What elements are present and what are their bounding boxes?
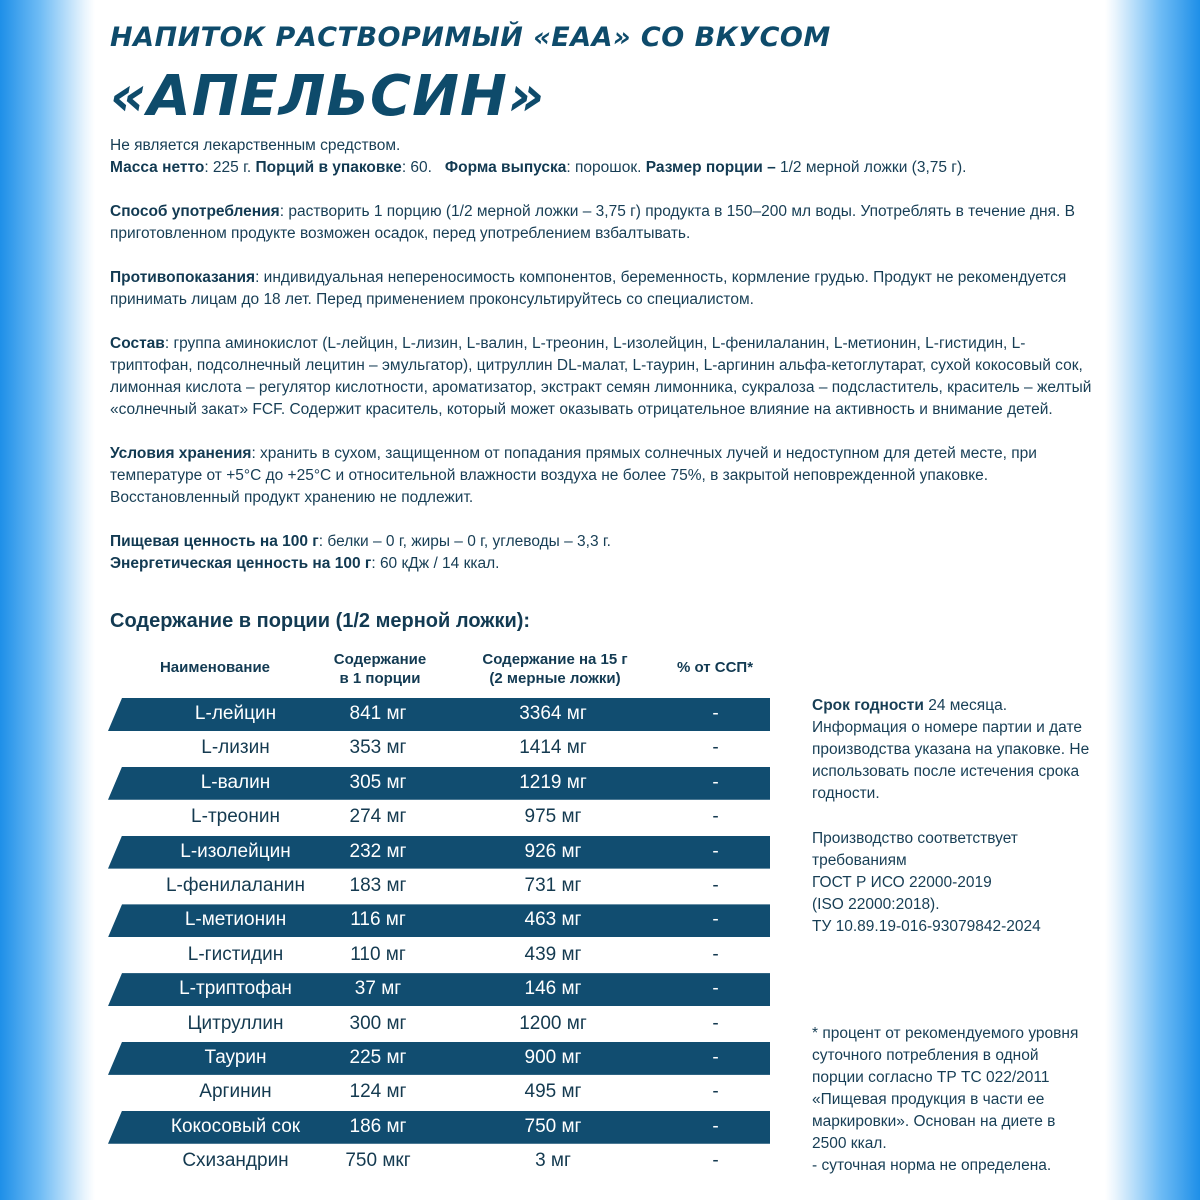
cell-name: Таурин <box>204 1046 267 1068</box>
table-heading: Содержание в порции (1/2 мерной ложки): <box>110 610 531 632</box>
usage-text: : растворить 1 порцию (1/2 мерной ложки – 3,75 г) продукта в 150–200 мл воды. Употреблять в течение дня. В приготовленном продукте возможен осадок, перед употреблением взбалтывать. <box>110 203 1075 242</box>
cell-ssp: - <box>712 771 719 793</box>
table-row <box>108 1007 770 1041</box>
cell-ssp: - <box>712 703 719 724</box>
cell-ssp: - <box>712 1012 719 1034</box>
usage-paragraph <box>110 201 1100 245</box>
cell-name: L-фенилаланин <box>165 874 306 896</box>
column-header-ssp: % от ССП* <box>676 659 754 676</box>
composition-paragraph <box>110 333 1100 421</box>
column-header-15g-line-1: Содержание на 15 г <box>482 651 628 668</box>
storage-text: : хранить в сухом, защищенном от попадания прямых солнечных лучей и недоступном для детей месте, при температуре от +5°C до +25°C и относительной влажности воздуха не более 75%, в закрытой неповрежденной упаковке. Восстановленный продукт хранению не подлежит. <box>110 445 1037 506</box>
not-medicine-note: Не является лекарственным средством. <box>110 137 401 154</box>
cell-15g: 900 мг <box>524 1046 582 1068</box>
column-header-15g <box>455 650 655 688</box>
certification-block <box>812 828 1092 938</box>
cell-15g: 463 мг <box>524 909 582 931</box>
certification-line-2: ГОСТ Р ИСО 22000-2019 <box>812 874 992 891</box>
cell-ssp: - <box>712 874 719 896</box>
cell-portion: 353 мг <box>349 737 407 759</box>
table-row <box>108 1041 770 1075</box>
nutrition-text: : белки – 0 г, жиры – 0 г, углеводы – 3,3 г. <box>318 533 611 550</box>
column-header-portion-line-1: Содержание <box>333 651 427 668</box>
table-row <box>108 766 770 800</box>
cell-ssp: - <box>712 1046 719 1068</box>
cell-15g: 1200 мг <box>519 1012 587 1034</box>
cell-portion: 750 мкг <box>345 1150 411 1172</box>
cell-portion: 183 мг <box>349 874 407 896</box>
cell-name: Кокосовый сок <box>170 1115 301 1137</box>
size-label: Размер порции – <box>645 159 776 176</box>
table-row <box>108 972 770 1006</box>
cell-name: L-изолейцин <box>180 840 291 862</box>
cell-name: L-треонин <box>191 806 280 828</box>
product-title-line-2: «АПЕЛЬСИН» <box>110 64 546 129</box>
cell-ssp: - <box>712 1081 719 1103</box>
shelf-life-label: Срок годности <box>812 697 924 714</box>
cell-portion: 110 мг <box>350 943 406 965</box>
cell-name: L-валин <box>200 771 271 793</box>
certification-line-1: Производство соответствует требованиям <box>812 830 1018 869</box>
nutrient-table <box>108 697 770 1178</box>
cell-name: Цитруллин <box>187 1012 284 1034</box>
footnote-ssp: * процент от рекомендуемого уровня суточного потребления в одной порции согласно ТР ТС 022/2011 «Пищевая продукция в части ее маркировки». Основан на диете в 2500 ккал. <box>812 1025 1079 1152</box>
cell-portion: 225 мг <box>349 1046 407 1068</box>
certification-line-4: ТУ 10.89.19-016-93079842-2024 <box>812 918 1041 935</box>
cell-ssp: - <box>712 806 719 828</box>
form-value: : порошок. <box>566 159 646 176</box>
cell-ssp: - <box>712 943 719 965</box>
cell-portion: 186 мг <box>349 1115 407 1137</box>
table-row <box>108 731 770 765</box>
cell-15g: 1219 мг <box>519 771 587 793</box>
cell-portion: 37 мг <box>354 978 402 1000</box>
cell-portion: 305 мг <box>349 771 407 793</box>
form-label: Форма выпуска <box>444 159 567 176</box>
cell-name: L-гистидин <box>187 943 284 965</box>
footnote-block <box>812 1023 1092 1177</box>
cell-portion: 116 мг <box>350 909 406 931</box>
size-value: 1/2 мерной ложки (3,75 г). <box>775 159 967 176</box>
table-row <box>108 1075 770 1109</box>
cell-name: L-лейцин <box>194 703 277 724</box>
cell-portion: 232 мг <box>349 840 407 862</box>
cell-15g: 439 мг <box>524 943 582 965</box>
storage-paragraph <box>110 443 1100 509</box>
cell-15g: 3 мг <box>535 1150 571 1172</box>
cell-name: Схизандрин <box>182 1150 289 1172</box>
cell-15g: 146 мг <box>524 978 582 1000</box>
cell-name: L-метионин <box>184 909 287 931</box>
cell-15g: 3364 мг <box>519 703 587 724</box>
table-row <box>108 1110 770 1144</box>
cell-15g: 926 мг <box>524 840 582 862</box>
column-header-portion-line-2: в 1 порции <box>339 670 421 687</box>
cell-portion: 274 мг <box>349 806 407 828</box>
usage-label: Способ употребления <box>110 203 280 220</box>
table-row <box>108 800 770 834</box>
package-facts <box>110 157 1100 179</box>
cell-ssp: - <box>712 737 719 759</box>
storage-label: Условия хранения <box>110 445 252 462</box>
cell-15g: 731 мг <box>524 874 582 896</box>
product-title-line-1: НАПИТОК РАСТВОРИМЫЙ «EAA» СО ВКУСОМ <box>110 22 831 53</box>
cell-15g: 495 мг <box>524 1081 582 1103</box>
energy-text: : 60 кДж / 14 ккал. <box>371 555 500 572</box>
cell-ssp: - <box>712 840 719 862</box>
table-row <box>108 1144 770 1178</box>
mass-label: Масса нетто <box>110 159 205 176</box>
table-row <box>108 869 770 903</box>
cell-ssp: - <box>712 909 719 931</box>
column-header-name: Наименование <box>159 659 271 676</box>
table-row <box>108 835 770 869</box>
nutrition-label: Пищевая ценность на 100 г <box>110 533 319 550</box>
table-row <box>108 697 770 731</box>
cell-portion: 124 мг <box>349 1081 407 1103</box>
cell-15g: 975 мг <box>524 806 582 828</box>
mass-value: : 225 г. <box>204 159 256 176</box>
table-row <box>108 938 770 972</box>
cell-name: Аргинин <box>199 1081 272 1103</box>
column-header-portion <box>300 650 460 688</box>
contraindications-paragraph <box>110 267 1100 311</box>
cell-15g: 750 мг <box>524 1115 582 1137</box>
cell-15g: 1414 мг <box>519 737 587 759</box>
contra-label: Противопоказания <box>110 269 256 286</box>
portions-value: : 60. <box>401 159 445 176</box>
shelf-life-text: 24 месяца. Информация о номере партии и дате производства указана на упаковке. Не использовать после истечения срока годности. <box>812 697 1090 802</box>
nutrition-line <box>110 531 1100 553</box>
energy-label: Энергетическая ценность на 100 г <box>110 555 372 572</box>
cell-name: L-лизин <box>201 737 270 759</box>
contra-text: : индивидуальная непереносимость компонентов, беременность, кормление грудью. Продукт не рекомендуется принимать лицам до 18 лет. Перед применением проконсультируйтесь со специалистом. <box>110 269 1067 308</box>
product-info <box>110 135 1100 575</box>
table-row <box>108 903 770 937</box>
cell-ssp: - <box>712 1115 719 1137</box>
cell-portion: 841 мг <box>349 703 407 724</box>
composition-text: : группа аминокислот (L-лейцин, L-лизин, L-валин, L-треонин, L-изолейцин, L-фенилаланин, L-метионин, L-гистидин, L-триптофан, подсолнечный лецитин – эмульгатор), цитруллин DL-малат, L-таурин, L-аргинин альфа-кетоглутарат, сухой кокосовый сок, лимонная кислота – регулятор кислотности, ароматизатор, экстракт семян лимонника, сукралоза – подсластитель, краситель – желтый «солнечный закат» FCF. Содержит краситель, который может оказывать отрицательное влияние на активность и внимание детей. <box>110 335 1092 418</box>
cell-name: L-триптофан <box>179 978 292 1000</box>
cell-ssp: - <box>712 1150 719 1172</box>
footnote-dash: - суточная норма не определена. <box>812 1157 1052 1174</box>
energy-line <box>110 553 1100 575</box>
portions-label: Порций в упаковке <box>255 159 402 176</box>
cell-portion: 300 мг <box>349 1012 407 1034</box>
composition-label: Состав <box>110 335 165 352</box>
column-header-15g-line-2: (2 мерные ложки) <box>489 670 621 687</box>
certification-line-3: (ISO 22000:2018). <box>812 896 940 913</box>
shelf-life-block <box>812 695 1092 805</box>
cell-ssp: - <box>712 978 719 1000</box>
